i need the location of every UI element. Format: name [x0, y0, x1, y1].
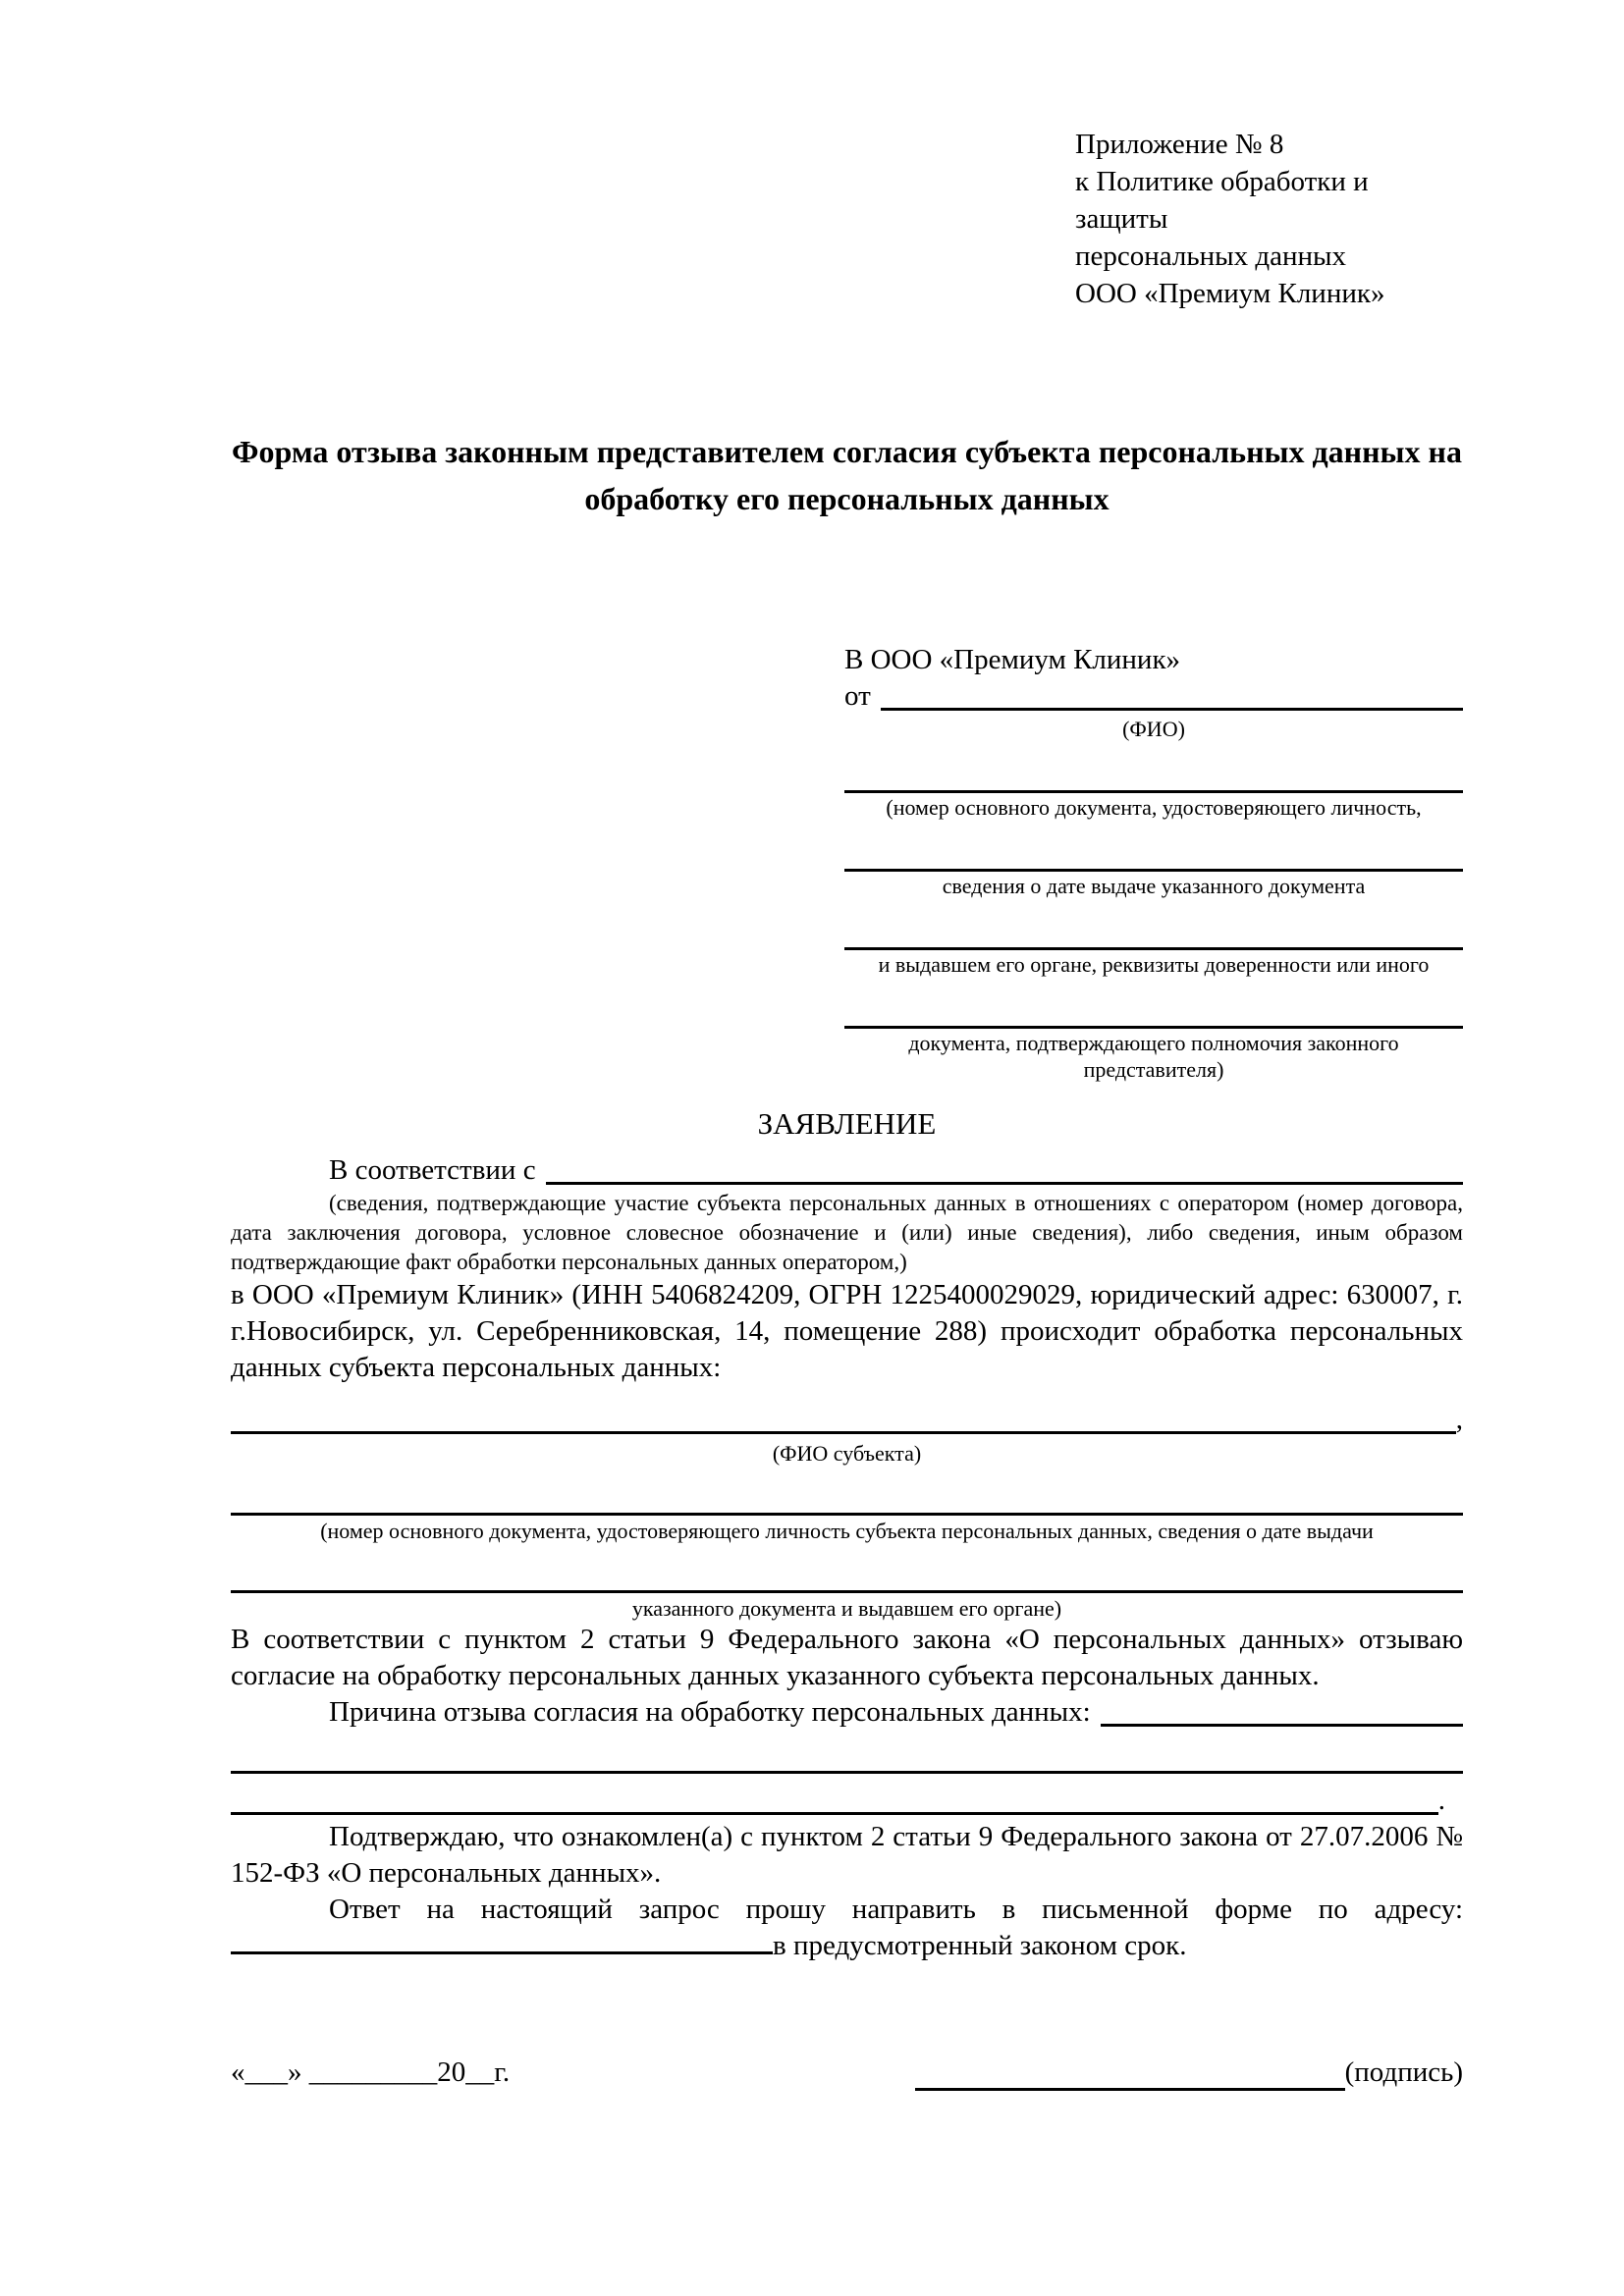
operator-paragraph: в ООО «Премиум Клиник» (ИНН 5406824209, ОГРН 1225400029029, юридический адрес: 630007, г. г.Новосибирск, ул. Серебренниковская, 14, помещение 288) происходит обработка персональных данных субъекта персональных данных:: [231, 1279, 1463, 1383]
reason-blank-line: [1101, 1694, 1463, 1727]
accordance-row: [231, 1152, 1463, 1189]
reply-paragraph-end: в предусмотренный законом срок.: [773, 1930, 1187, 1961]
subject-doc-caption: указанного документа и выдавшем его органе): [631, 1596, 1062, 1621]
subject-fio-caption: (ФИО субъекта): [772, 1441, 922, 1466]
signature-area: [915, 2055, 1463, 2091]
addressee-from-label: от: [844, 680, 871, 712]
issue-date-row: [844, 869, 1463, 899]
appendix-line: персональных данных: [1075, 240, 1347, 272]
reason-label: Причина отзыва согласия на обработку персональных данных:: [329, 1696, 1091, 1728]
fio-caption: (ФИО): [1122, 717, 1185, 741]
address-blank-line: [231, 1928, 773, 1954]
subject-doc-caption: (номер основного документа, удостоверяющего личность субъекта персональных данных, сведения о дате выдачи: [320, 1519, 1374, 1543]
representative-authority-row: [844, 1026, 1463, 1083]
signature-blank-line: [915, 2060, 1345, 2091]
blank-line: [231, 1783, 1438, 1815]
blank-line-caption: (номер основного документа, удостоверяющего личность,: [886, 795, 1422, 820]
signature-date: «___» _________20__г.: [231, 2056, 511, 2088]
document-number-row: [844, 790, 1463, 821]
blank-line-caption: документа, подтверждающего полномочия законного представителя): [908, 1031, 1399, 1082]
subject-fio-suffix: ,: [1455, 1404, 1463, 1435]
blank-line-caption: и выдавшем его органе, реквизиты доверенности или иного: [878, 952, 1430, 977]
blank-line: [844, 790, 1463, 793]
reason-blank-line-2: [231, 1771, 1463, 1774]
appendix-line: Приложение № 8: [1075, 129, 1284, 160]
blank-line-caption: сведения о дате выдаче указанного документа: [942, 874, 1366, 898]
subject-doc-blank-line: [231, 1590, 1463, 1593]
subject-fio-row: [231, 1402, 1463, 1438]
document-title: Форма отзыва законным представителем согласия субъекта персональных данных на обработку его персональных данных: [232, 434, 1462, 516]
addressee-block: [844, 642, 1463, 1083]
blank-line: [844, 1026, 1463, 1029]
accordance-note: (сведения, подтверждающие участие субъекта персональных данных в отношениях с оператором (номер договора, дата заключения договора, условное словесное обозначение и (или) иные сведения), либо сведения, иным образом подтверждающие факт обработки персональных данных оператором,): [231, 1191, 1463, 1274]
blank-line: [844, 869, 1463, 872]
reason-blank-line-3: [231, 1783, 1463, 1819]
blank-line: [844, 947, 1463, 950]
addressee-to: В ООО «Премиум Клиник»: [844, 644, 1181, 675]
statement-heading: ЗАЯВЛЕНИЕ: [757, 1106, 937, 1141]
signature-caption: (подпись): [1344, 2056, 1463, 2088]
trailing-period: .: [1437, 1785, 1445, 1816]
appendix-block: [1075, 126, 1463, 312]
addressee-from-row: [844, 678, 1463, 715]
withdraw-paragraph: В соответствии с пунктом 2 статьи 9 Федерального закона «О персональных данных» отзываю согласие на обработку персональных данных указанного субъекта персональных данных.: [231, 1624, 1463, 1691]
reason-row: [231, 1694, 1463, 1731]
subject-doc-blank-line: [231, 1513, 1463, 1516]
reply-paragraph-line1: Ответ на настоящий запрос прошу направить в письменной форме по адресу:: [329, 1894, 1463, 1925]
issuing-authority-row: [844, 947, 1463, 978]
subject-fio-blank-line: [231, 1402, 1456, 1434]
accordance-label: В соответствии с: [329, 1154, 536, 1186]
accordance-blank-line: [546, 1152, 1463, 1185]
appendix-line: ООО «Премиум Клиник»: [1075, 278, 1385, 309]
fio-blank-line: [881, 678, 1463, 711]
signature-row: [231, 2055, 1463, 2091]
confirm-paragraph: Подтверждаю, что ознакомлен(а) с пунктом 2 статьи 9 Федерального закона от 27.07.2006 № 152-ФЗ «О персональных данных».: [231, 1821, 1463, 1889]
reply-paragraph-line2: [231, 1928, 1463, 1964]
appendix-line: к Политике обработки и защиты: [1075, 166, 1369, 235]
